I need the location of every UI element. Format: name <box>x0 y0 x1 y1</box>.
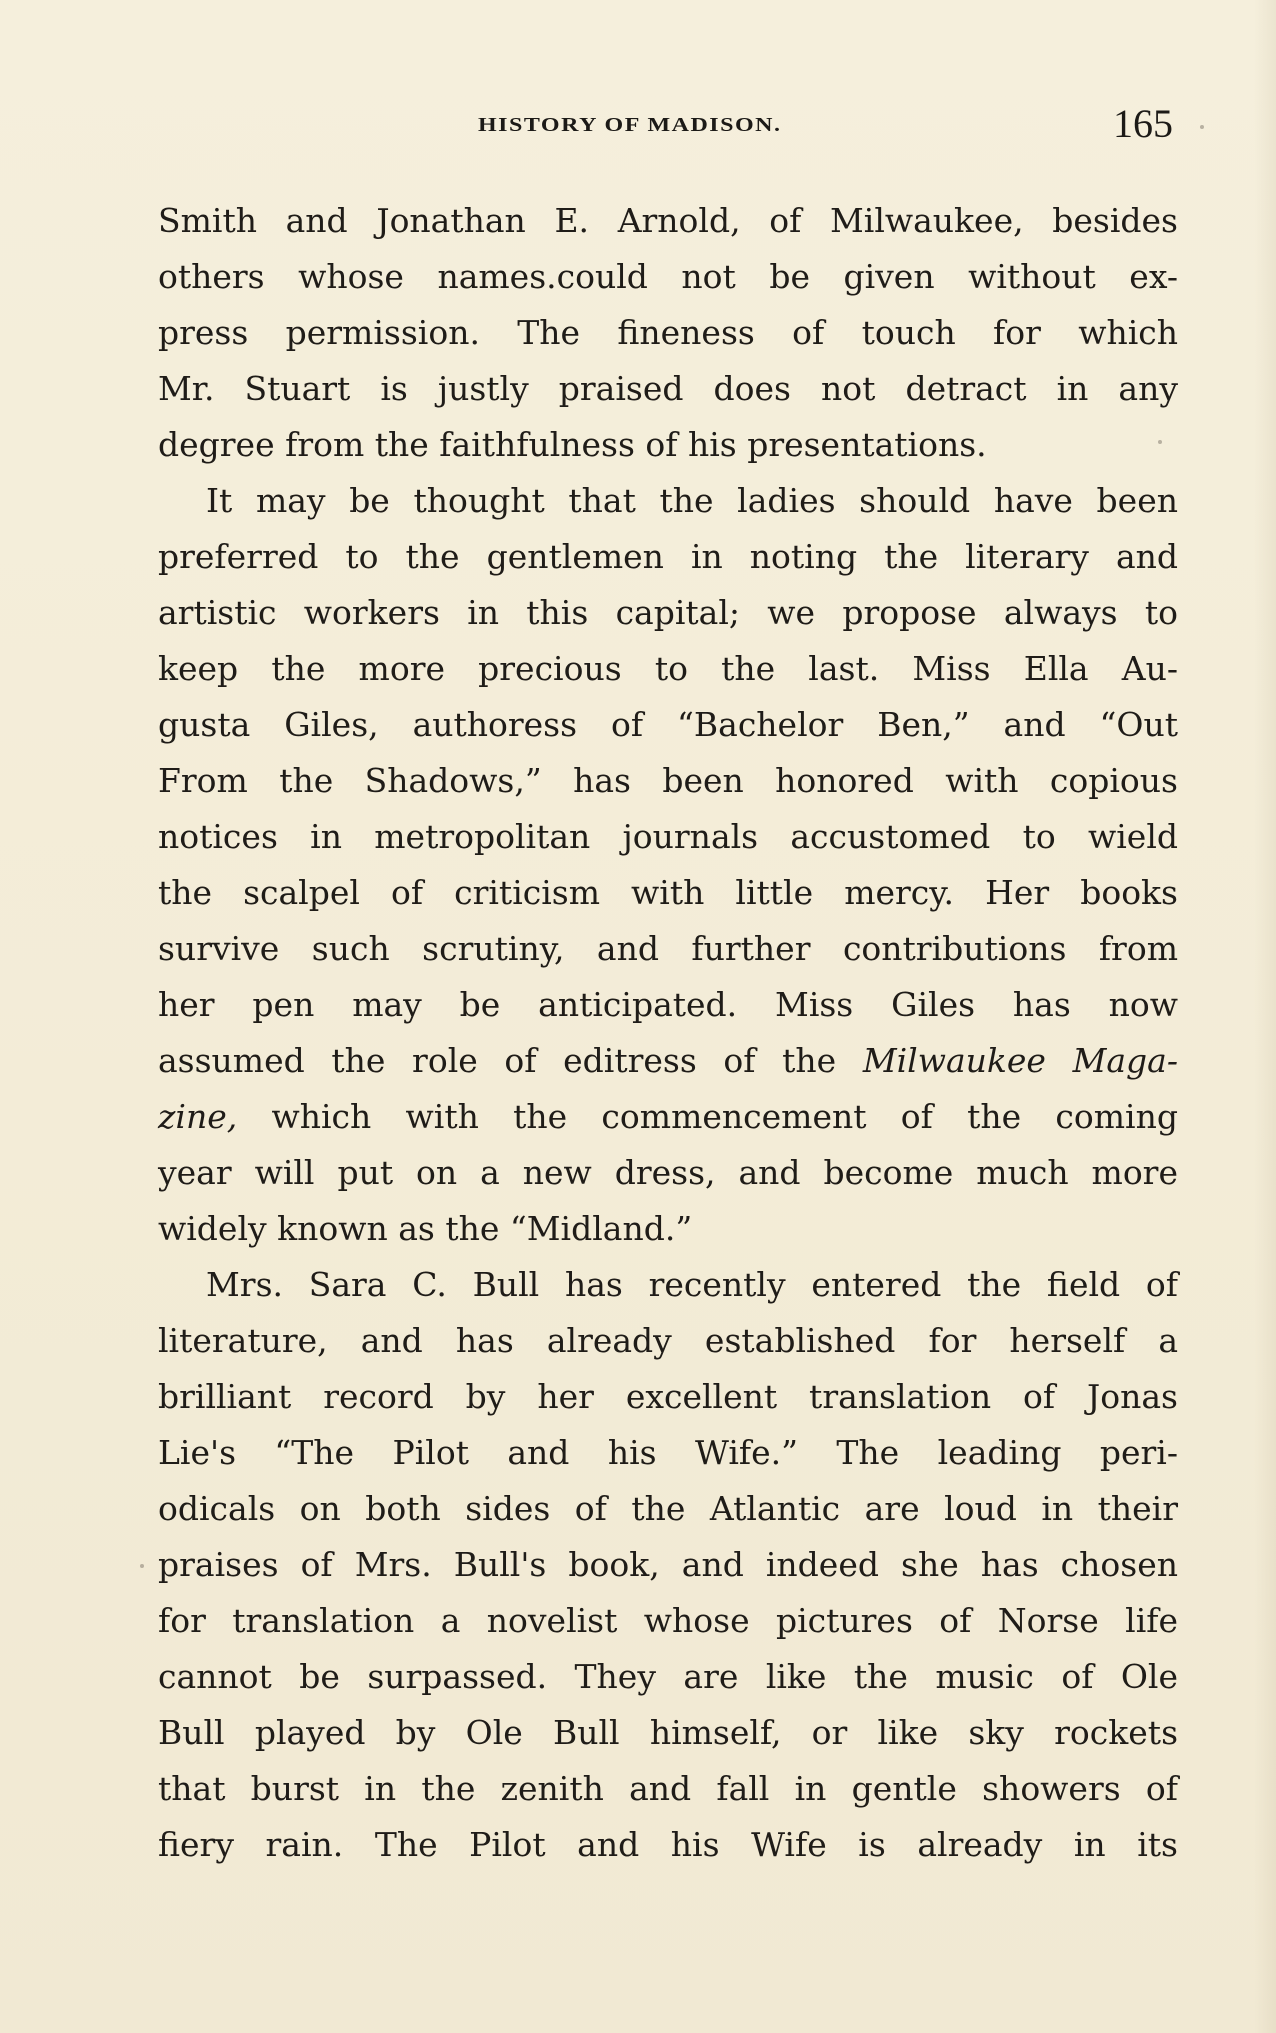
page-edge-shadow <box>1254 0 1276 2033</box>
text-line: fiery rain. The Pilot and his Wife is already in its <box>158 1825 1178 1864</box>
paper-speck <box>1158 440 1162 444</box>
text-line-with-italic <box>158 1033 1178 1089</box>
paper-speck <box>1200 125 1204 129</box>
magazine-title-italic: Milwaukee Maga- <box>862 1041 1178 1080</box>
text-line: Bull played by Ole Bull himself, or like sky rockets <box>158 1713 1178 1752</box>
running-title: HISTORY OF MADISON. <box>478 114 782 137</box>
text-line: the scalpel of criticism with little mercy. Her books <box>158 873 1178 912</box>
text-line: odicals on both sides of the Atlantic are loud in their <box>158 1489 1178 1528</box>
text-line: cannot be surpassed. They are like the music of Ole <box>158 1657 1178 1696</box>
text-line: Mrs. Sara C. Bull has recently entered the field of <box>206 1265 1178 1304</box>
text-line: widely known as the “Midland.” <box>158 1209 693 1248</box>
page-number: 165 <box>1113 101 1173 146</box>
body-text <box>158 193 1178 1873</box>
text-line: her pen may be anticipated. Miss Giles has now <box>158 985 1178 1024</box>
text-line: literature, and has already established for herself a <box>158 1321 1178 1360</box>
text-segment: assumed the role of editress of the <box>158 1041 837 1080</box>
text-line: It may be thought that the ladies should have been <box>206 481 1178 520</box>
text-line: gusta Giles, authoress of “Bachelor Ben,” and “Out <box>158 705 1178 744</box>
text-line: notices in metropolitan journals accustomed to wield <box>158 817 1178 856</box>
text-line: artistic workers in this capital; we propose always to <box>158 593 1178 632</box>
text-line: Lie's “The Pilot and his Wife.” The leading peri- <box>158 1433 1178 1472</box>
text-line: praises of Mrs. Bull's book, and indeed she has chosen <box>158 1545 1178 1584</box>
text-line: others whose names.could not be given without ex- <box>158 257 1178 296</box>
text-line: that burst in the zenith and fall in gentle showers of <box>158 1769 1178 1808</box>
magazine-title-italic-end: zine, <box>158 1097 238 1136</box>
text-line: Smith and Jonathan E. Arnold, of Milwaukee, besides <box>158 201 1178 240</box>
text-line: survive such scrutiny, and further contributions from <box>158 929 1178 968</box>
text-line: brilliant record by her excellent translation of Jonas <box>158 1377 1178 1416</box>
text-line: for translation a novelist whose pictures of Norse life <box>158 1601 1178 1640</box>
text-line: preferred to the gentlemen in noting the literary and <box>158 537 1178 576</box>
running-head <box>158 100 1176 150</box>
text-line: Mr. Stuart is justly praised does not detract in any <box>158 369 1178 408</box>
text-line: year will put on a new dress, and become much more <box>158 1153 1178 1192</box>
text-line: degree from the faithfulness of his presentations. <box>158 425 987 464</box>
text-line-with-italic <box>158 1089 1178 1145</box>
text-line: keep the more precious to the last. Miss Ella Au- <box>158 649 1178 688</box>
text-line: press permission. The fineness of touch for which <box>158 313 1178 352</box>
text-segment: which with the commencement of the coming <box>271 1097 1178 1136</box>
paper-speck <box>140 1564 144 1568</box>
text-line: From the Shadows,” has been honored with copious <box>158 761 1178 800</box>
